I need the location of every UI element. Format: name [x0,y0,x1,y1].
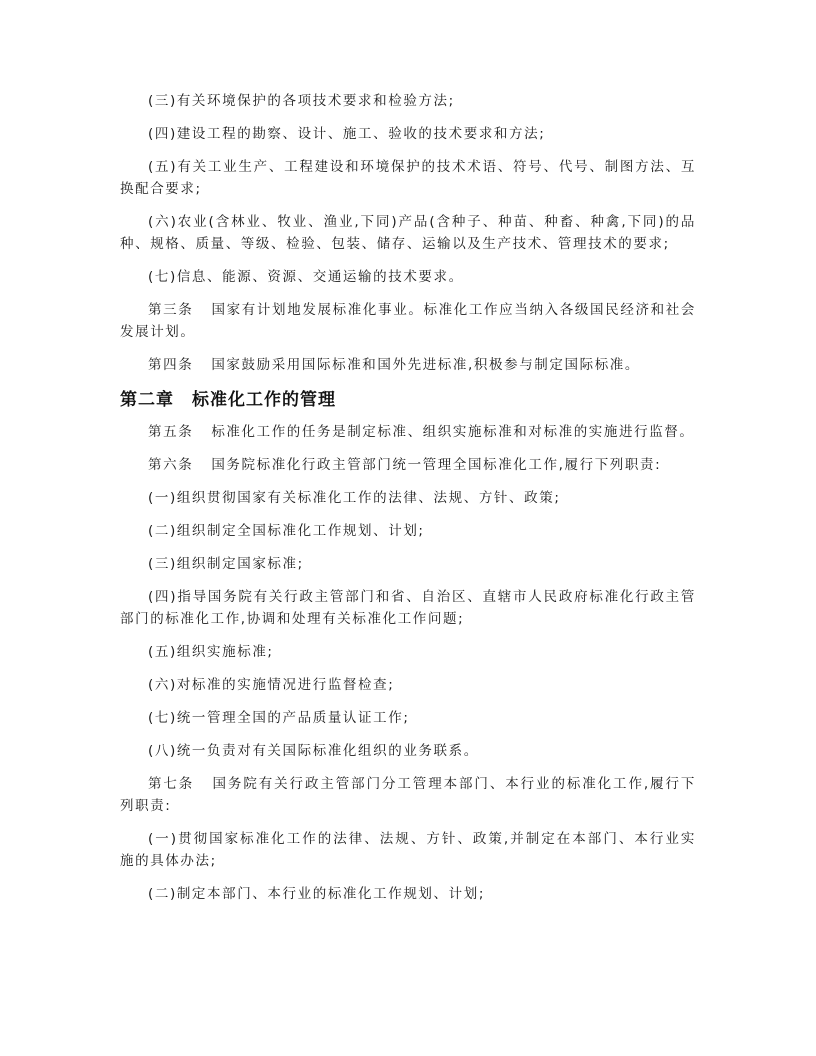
article-6-item-7: (七)统一管理全国的产品质量认证工作; [148,710,410,726]
clause-6-item: (六)农业(含林业、牧业、渔业,下同)产品(含种子、种苗、种畜、种禽,下同)的品种、规格、质量、等级、检验、包装、储存、运输以及生产技术、管理技术的要求; [120,214,696,252]
clause-3-item: (三)有关环境保护的各项技术要求和检验方法; [148,93,455,109]
article-7 [120,773,696,817]
article-6-item-5: (五)组织实施标准; [148,644,274,660]
article-6-item-8: (八)统一负责对有关国际标准化组织的业务联系。 [148,743,479,759]
chapter-2-heading [120,387,696,413]
article-6-item-3: (三)组织制定国家标准; [148,556,304,572]
article-7-label: 第七条 [148,776,195,792]
article-4-text: 国家鼓励采用国际标准和国外先进标准,积极参与制定国际标准。 [211,357,641,373]
article-6-item-2: (二)组织制定全国标准化工作规划、计划; [148,523,425,539]
clause-5-item: (五)有关工业生产、工程建设和环境保护的技术术语、符号、代号、制图方法、互换配合要求; [120,159,696,197]
article-7-item-2: (二)制定本部门、本行业的标准化工作规划、计划; [148,886,485,902]
article-5 [120,421,696,443]
article-7-text: 国务院有关行政主管部门分工管理本部门、本行业的标准化工作,履行下列职责: [120,776,696,814]
document-body [120,90,696,916]
article-3-label: 第三条 [148,302,194,318]
clause-4-item: (四)建设工程的勘察、设计、施工、验收的技术要求和方法; [148,126,546,142]
article-7-item-1: (一)贯彻国家标准化工作的法律、法规、方针、政策,并制定在本部门、本行业实施的具体办法; [120,831,696,869]
article-6-item-6: (六)对标准的实施情况进行监督检查; [148,677,395,693]
chapter-2-number: 第二章 [120,390,174,410]
article-6 [120,454,696,476]
article-6-item-4: (四)指导国务院有关行政主管部门和省、自治区、直辖市人民政府标准化行政主管部门的标准化工作,协调和处理有关标准化工作问题; [120,589,696,627]
article-6-item-1: (一)组织贯彻国家有关标准化工作的法律、法规、方针、政策; [148,490,561,506]
chapter-2-title: 标准化工作的管理 [192,390,336,410]
article-5-label: 第五条 [148,424,194,440]
article-4 [120,354,696,376]
article-5-text: 标准化工作的任务是制定标准、组织实施标准和对标准的实施进行监督。 [211,424,695,440]
article-3 [120,299,696,343]
article-6-label: 第六条 [148,457,194,473]
article-3-text: 国家有计划地发展标准化事业。标准化工作应当纳入各级国民经济和社会发展计划。 [120,302,696,340]
article-4-label: 第四条 [148,357,194,373]
article-6-text: 国务院标准化行政主管部门统一管理全国标准化工作,履行下列职责: [211,457,662,473]
clause-7-item: (七)信息、能源、资源、交通运输的技术要求。 [148,269,464,285]
